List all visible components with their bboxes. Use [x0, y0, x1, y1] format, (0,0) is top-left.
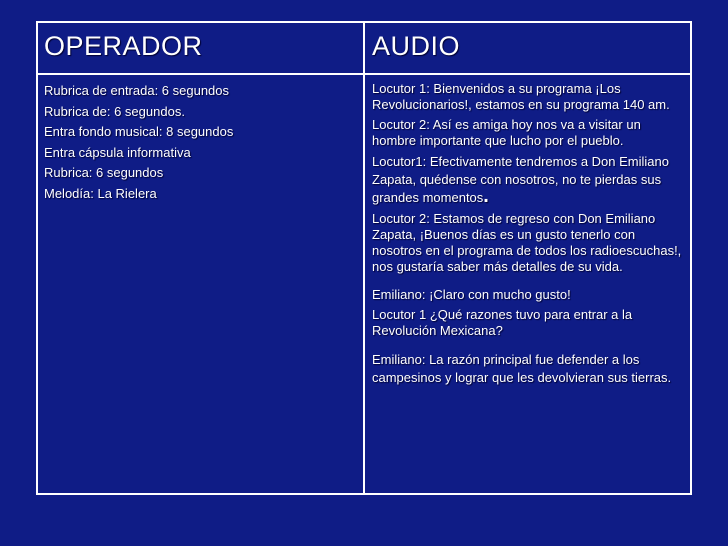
- operador-column: [38, 75, 365, 493]
- audio-item: Locutor 1: Bienvenidos a su programa ¡Los Revolucionarios!, estamos en su programa 140 am.: [372, 81, 670, 112]
- audio-item: Emiliano: ¡Claro con mucho gusto!: [372, 287, 571, 302]
- audio-item: Locutor 1 ¿Qué razones tuvo para entrar a la Revolución Mexicana?: [372, 307, 633, 338]
- audio-item: Emiliano: La razón principal fue defender a los campesinos y lograr que les devolvieran sus tierras.: [372, 352, 672, 385]
- audio-item: Locutor 2: Estamos de regreso con Don Emiliano Zapata, ¡Buenos días es un gusto tenerlo con nosotros en el programa de todos los radioescuchas!, nos gustaría saber más detalles de su vida.: [372, 211, 682, 274]
- audio-item: Locutor 2: Así es amiga hoy nos va a visitar un hombre importante que lucho por el pueblo.: [372, 117, 641, 148]
- operador-item: Rubrica: 6 segundos: [44, 165, 164, 180]
- header-operador: OPERADOR: [38, 23, 365, 75]
- operador-item: Entra cápsula informativa: [44, 144, 191, 160]
- audio-column: [365, 75, 690, 493]
- audio-item: [372, 153, 684, 207]
- operador-item: Entra fondo musical: 8 segundos: [44, 124, 234, 139]
- operador-item: Rubrica de entrada: 6 segundos: [44, 83, 230, 98]
- audio-item-text: Locutor1: Efectivamente tendremos a Don Emiliano Zapata, quédense con nosotros, no te pierdas sus grandes momentos: [372, 154, 669, 205]
- header-audio: AUDIO: [365, 23, 690, 75]
- operador-item: Melodía: La Rielera: [44, 185, 157, 201]
- audio-item-period: .: [483, 185, 489, 207]
- operador-item: Rubrica de: 6 segundos.: [44, 103, 185, 119]
- script-table: [36, 21, 692, 495]
